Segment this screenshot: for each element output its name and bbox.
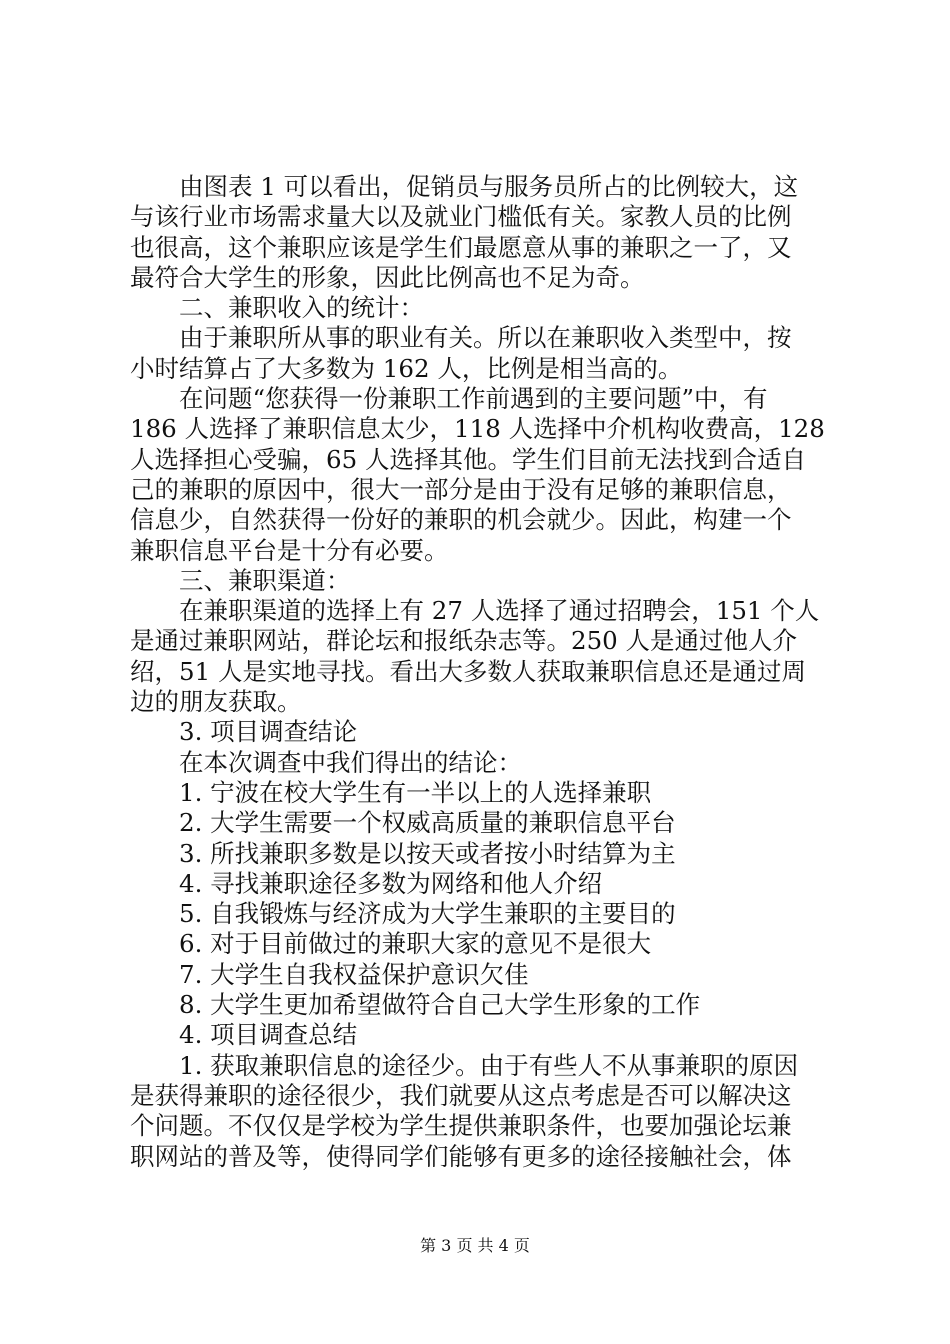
text-line: 186 人选择了兼职信息太少，118 人选择中介机构收费高，128 bbox=[130, 414, 825, 444]
text-line: 4. 项目调查总结 bbox=[179, 1020, 358, 1050]
text-line: 5. 自我锻炼与经济成为大学生兼职的主要目的 bbox=[179, 899, 676, 929]
text-line: 是获得兼职的途径很少，我们就要从这点考虑是否可以解决这 bbox=[130, 1080, 792, 1110]
text-line: 小时结算占了大多数为 162 人，比例是相当高的。 bbox=[130, 353, 683, 383]
text-line: 信息少，自然获得一份好的兼职的机会就少。因此，构建一个 bbox=[130, 505, 792, 535]
text-line: 也很高，这个兼职应该是学生们最愿意从事的兼职之一了，又 bbox=[130, 232, 792, 262]
text-line: 在本次调查中我们得出的结论： bbox=[179, 747, 522, 777]
text-line: 由于兼职所从事的职业有关。所以在兼职收入类型中，按 bbox=[179, 323, 792, 353]
text-line: 1. 宁波在校大学生有一半以上的人选择兼职 bbox=[179, 777, 652, 807]
text-line: 个问题。不仅仅是学校为学生提供兼职条件，也要加强论坛兼 bbox=[130, 1111, 792, 1141]
text-line: 4. 寻找兼职途径多数为网络和他人介绍 bbox=[179, 868, 603, 898]
text-line: 在问题“您获得一份兼职工作前遇到的主要问题”中，有 bbox=[179, 384, 768, 414]
text-line: 在兼职渠道的选择上有 27 人选择了通过招聘会，151 个人 bbox=[179, 596, 820, 626]
text-line: 边的朋友获取。 bbox=[130, 687, 302, 717]
text-line: 绍，51 人是实地寻找。看出大多数人获取兼职信息还是通过周 bbox=[130, 656, 806, 686]
text-line: 是通过兼职网站，群论坛和报纸杂志等。250 人是通过他人介 bbox=[130, 626, 798, 656]
text-line: 人选择担心受骗，65 人选择其他。学生们目前无法找到合适自 bbox=[130, 444, 806, 474]
text-line: 最符合大学生的形象，因此比例高也不足为奇。 bbox=[130, 262, 645, 292]
text-line: 3. 项目调查结论 bbox=[179, 717, 358, 747]
text-line: 职网站的普及等，使得同学们能够有更多的途径接触社会，体 bbox=[130, 1141, 792, 1171]
document-body bbox=[130, 172, 830, 1172]
page-footer: 第 3 页 共 4 页 bbox=[420, 1236, 530, 1255]
text-line: 兼职信息平台是十分有必要。 bbox=[130, 535, 449, 565]
text-line: 6. 对于目前做过的兼职大家的意见不是很大 bbox=[179, 929, 652, 959]
text-line: 1. 获取兼职信息的途径少。由于有些人不从事兼职的原因 bbox=[179, 1050, 799, 1080]
text-line: 二、兼职收入的统计： bbox=[179, 293, 424, 323]
text-line: 与该行业市场需求量大以及就业门槛低有关。家教人员的比例 bbox=[130, 202, 792, 232]
text-line: 3. 所找兼职多数是以按天或者按小时结算为主 bbox=[179, 838, 676, 868]
text-line: 由图表 1 可以看出，促销员与服务员所占的比例较大，这 bbox=[179, 172, 799, 201]
text-line: 8. 大学生更加希望做符合自己大学生形象的工作 bbox=[179, 990, 701, 1020]
text-line: 己的兼职的原因中，很大一部分是由于没有足够的兼职信息， bbox=[130, 474, 792, 504]
text-line: 2. 大学生需要一个权威高质量的兼职信息平台 bbox=[179, 808, 676, 838]
text-line: 7. 大学生自我权益保护意识欠佳 bbox=[179, 959, 529, 989]
text-line: 三、兼职渠道： bbox=[179, 565, 351, 595]
